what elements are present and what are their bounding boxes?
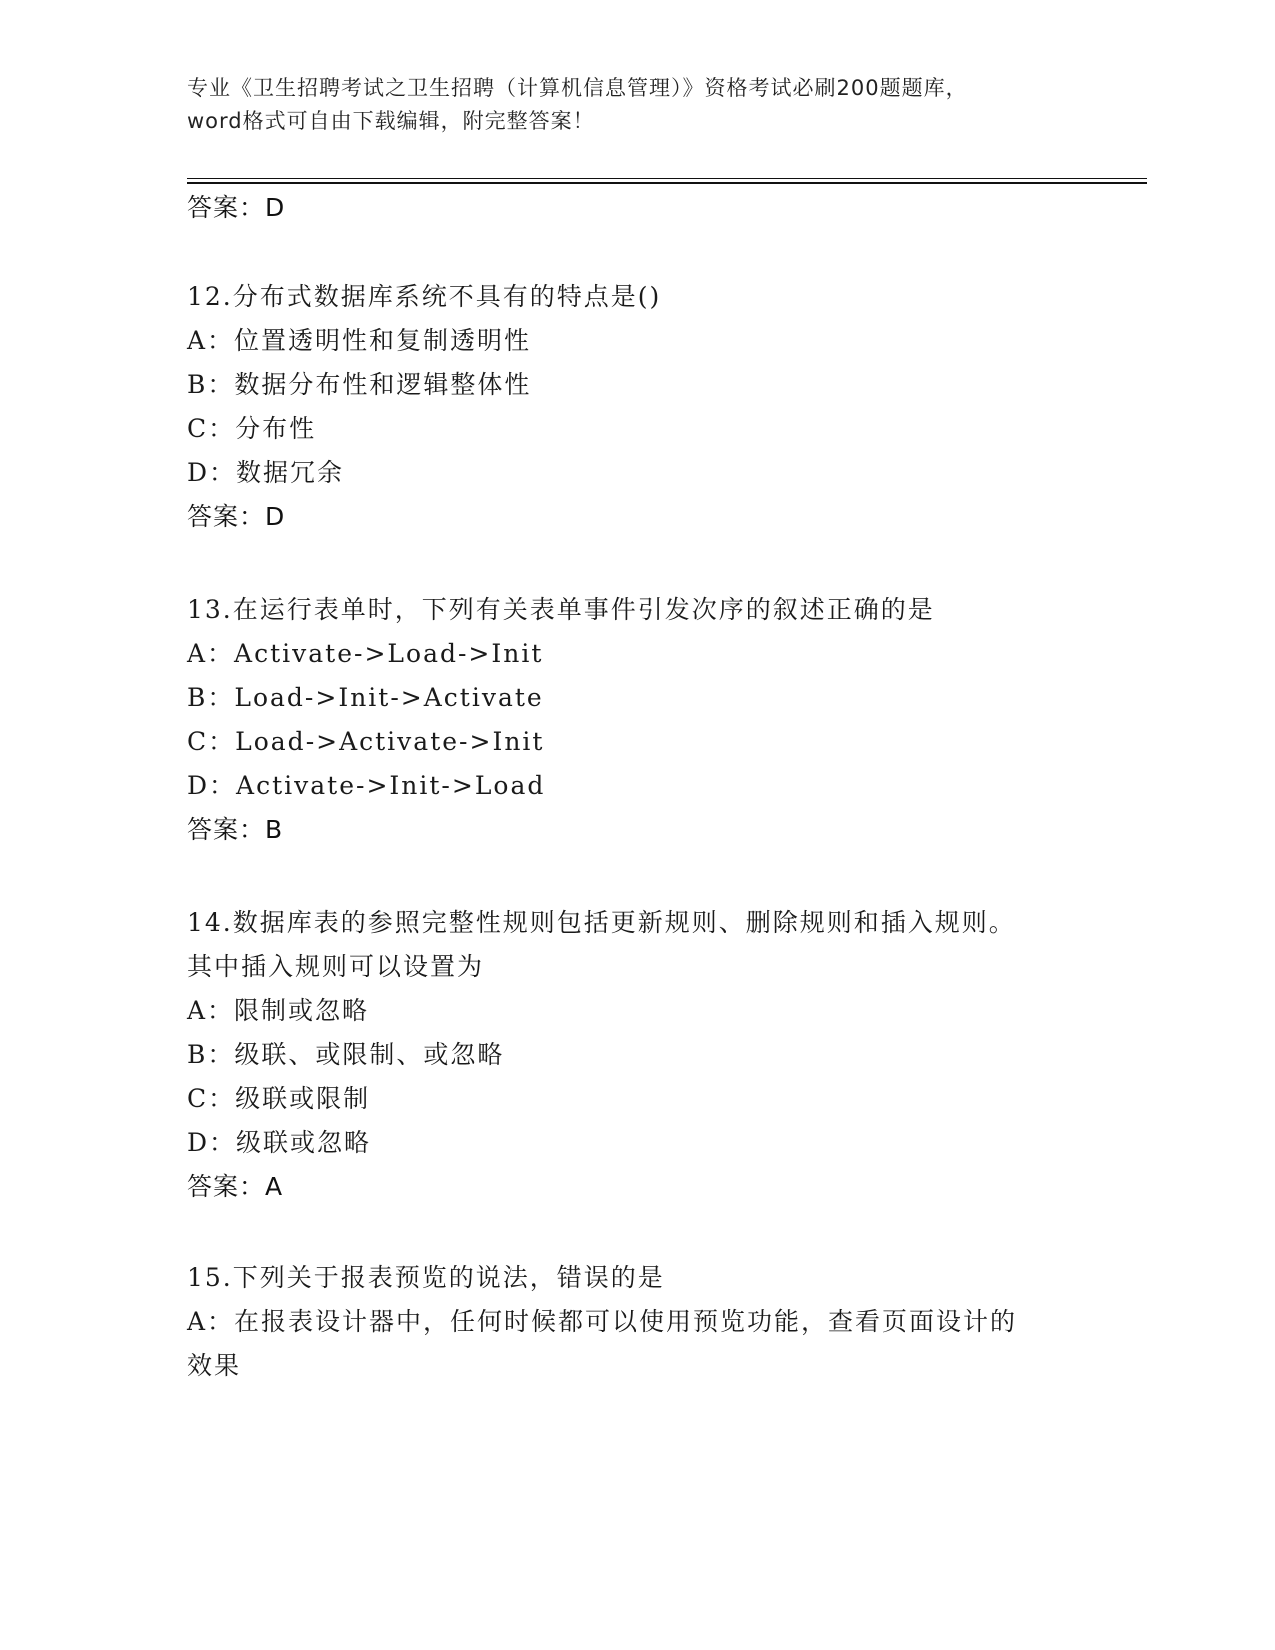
header-title-line-1: 专业《卫生招聘考试之卫生招聘（计算机信息管理）》资格考试必刷200题题库， [187,76,968,100]
header-divider-thin [187,178,1147,179]
header-title-line-2: word格式可自由下载编辑，附完整答案！ [187,109,595,133]
question-14-option-c: C：级联或限制 [187,1084,371,1113]
question-12-stem: 12.分布式数据库系统不具有的特点是() [187,282,662,311]
question-12-option-b: B：数据分布性和逻辑整体性 [187,370,532,399]
question-12-option-d: D：数据冗余 [187,458,345,487]
question-15-option-a-line-1: A：在报表设计器中，任何时候都可以使用预览功能，查看页面设计的 [187,1307,1018,1336]
question-13-option-b: B：Load->Init->Activate [187,683,544,712]
question-13-option-c: C：Load->Activate->Init [187,727,545,756]
question-12-option-c: C：分布性 [187,414,317,443]
document-header [187,72,1087,138]
answer-q14: 答案：A [187,1172,284,1201]
question-14-stem-line-2: 其中插入规则可以设置为 [187,952,485,981]
question-12-option-a: A：位置透明性和复制透明性 [187,326,532,355]
question-13-option-a: A：Activate->Load->Init [187,639,544,668]
question-13-stem: 13.在运行表单时，下列有关表单事件引发次序的叙述正确的是 [187,595,935,624]
question-14-option-d: D：级联或忽略 [187,1128,372,1157]
question-14-stem-line-1: 14.数据库表的参照完整性规则包括更新规则、删除规则和插入规则。 [187,908,1016,937]
header-divider-thick [187,182,1147,184]
answer-q12: 答案：D [187,502,286,531]
question-15-option-a-line-2: 效果 [187,1351,242,1380]
question-15-stem: 15.下列关于报表预览的说法，错误的是 [187,1263,665,1292]
question-14-option-a: A：限制或忽略 [187,996,370,1025]
question-13-option-d: D：Activate->Init->Load [187,771,546,800]
question-14-option-b: B：级联、或限制、或忽略 [187,1040,505,1069]
answer-q11: 答案：D [187,193,286,222]
answer-q13: 答案：B [187,815,284,844]
